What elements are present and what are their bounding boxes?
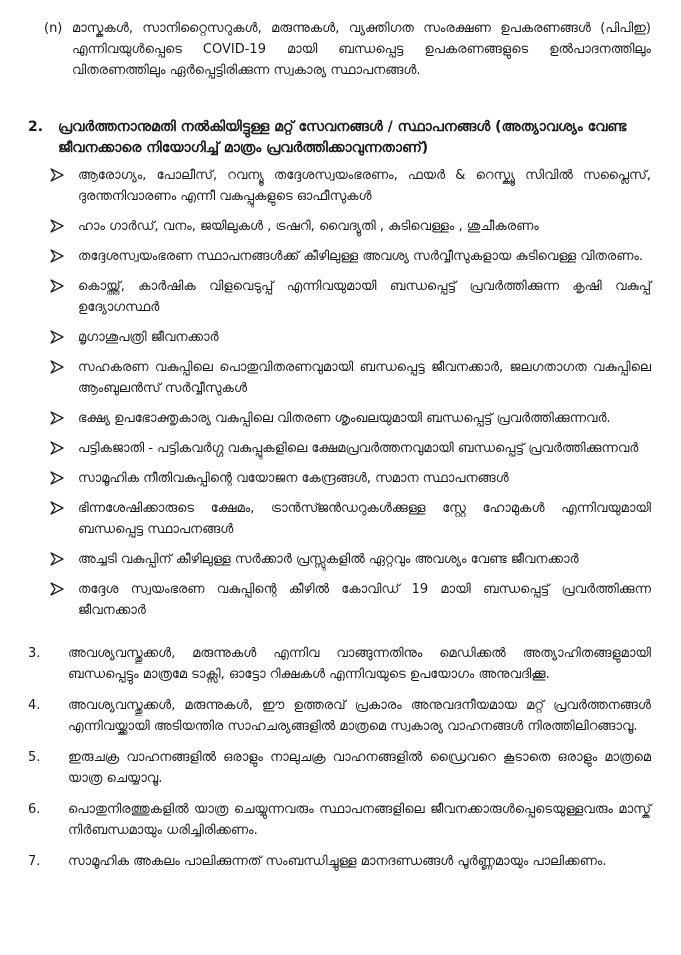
bullet-text: തദ്ദേശസ്വയംഭരണ സ്ഥാപനങ്ങൾക്ക് കീഴിലുള്ള അവശ്യ സർവ്വീസുകളായ കുടിവെള്ള വിതരണം. (78, 249, 644, 264)
bullet-text: അച്ചടി വകുപ്പിന് കീഴിലുള്ള സർക്കാർ പ്രസ്സുകളിൽ ഏറ്റവും അവശ്യം വേണ്ട ജീവനക്കാർ (78, 552, 579, 567)
bullet-item (50, 357, 651, 399)
bullet-item (50, 216, 651, 237)
arrow-bullet-icon (50, 165, 78, 186)
bullet-item (50, 579, 651, 621)
item-text: സാമൂഹിക അകലം പാലിക്കുന്നത് സംബന്ധിച്ചുള്ള മാനദണ്ഡങ്ങൾ പൂർണ്ണമായും പാലിക്കണം. (68, 854, 607, 869)
arrow-bullet-icon (50, 468, 78, 489)
item-number: 5. (28, 750, 41, 765)
bullet-text: തദ്ദേശ സ്വയംഭരണ വകുപ്പിന്റെ കീഴിൽ കോവിഡ് 19 മായി ബന്ധപ്പെട്ട് പ്രവർത്തിക്കുന്ന ജീവനക്കാർ (78, 582, 651, 618)
item-number: 7. (28, 854, 41, 869)
bullet-text: ആരോഗ്യം, പോലീസ്, റവന്യൂ തദ്ദേശസ്വയംഭരണം, ഫയർ & റെസ്ക്യൂ സിവിൽ സപ്ലൈസ്, ദുരന്തനിവാരണം എന്നീ വകുപ്പുകളുടെ ഓഫീസുകൾ (78, 168, 651, 204)
bullet-text: പട്ടികജാതി - പട്ടികവർഗ്ഗ വകുപ്പുകളിലെ ക്ഷേമപ്രവർത്തനവുമായി ബന്ധപ്പെട്ട് പ്രവർത്തിക്കുന്നവർ (78, 441, 639, 456)
arrow-bullet-icon (50, 246, 78, 267)
bullet-text: ഹാം ഗാർഡ്, വനം, ജയിലുകൾ , ട്രഷറി, വൈദ്യുതി , കുടിവെള്ളം , ശുചീകരണം (78, 219, 539, 234)
bullet-item (50, 165, 651, 207)
bullet-item (50, 246, 651, 267)
bullet-text: കൊയ്ത്ത്, കാർഷിക വിളവെടുപ്പ് എന്നിവയുമായി ബന്ധപ്പെട്ട് പ്രവർത്തിക്കുന്ന കൃഷി വകുപ്പ് ഉദ്യോഗസ്ഥർ (78, 279, 651, 315)
bullet-text: ഭക്ഷ്യ ഉപഭോക്തൃകാര്യ വകുപ്പിലെ വിതരണ ശൃംഖലയുമായി ബന്ധപ്പെട്ട് പ്രവർത്തിക്കുന്നവർ. (78, 411, 611, 426)
arrow-bullet-icon (50, 408, 78, 429)
section-title: പ്രവർത്തനാനുമതി നൽകിയിട്ടുള്ള മറ്റ് സേവനങ്ങൾ / സ്ഥാപനങ്ങൾ (അത്യാവശ്യം വേണ്ട ജീവനക്കാരെ നിയോഗിച്ച് മാത്രം പ്രവർത്തിക്കാവുന്നതാണ്) (58, 119, 627, 156)
bullet-item (50, 438, 651, 459)
list-marker: (n) (44, 21, 63, 36)
bullet-item (50, 408, 651, 429)
bullet-text: മൃഗാശുപത്രി ജീവനക്കാർ (78, 330, 219, 345)
item-text: ഇരുചക്ര വാഹനങ്ങളിൽ ഒരാളും നാലുചക്ര വാഹനങ്ങളിൽ ഡ്രൈവറെ കൂടാതെ ഒരാളും മാത്രമെ യാത്ര ചെയ്യാവൂ. (68, 750, 651, 786)
numbered-item (28, 643, 651, 685)
numbered-item (28, 851, 651, 872)
arrow-bullet-icon (50, 549, 78, 570)
item-text: അവശ്യവസ്തുക്കൾ, മരുന്നുകൾ എന്നിവ വാങ്ങുന്നതിനും മെഡിക്കൽ അത്യാഹിതങ്ങളുമായി ബന്ധപ്പെട്ടും മാത്രമേ ടാക്സി, ഓട്ടോ റിക്ഷകൾ എന്നിവയുടെ ഉപയോഗം അനുവദിക്കൂ. (68, 646, 651, 682)
bullet-item (50, 468, 651, 489)
bullet-item (50, 498, 651, 540)
bullet-text: സഹകരണ വകുപ്പിലെ പൊതുവിതരണവുമായി ബന്ധപ്പെട്ട ജീവനക്കാർ, ജലഗതാഗത വകുപ്പിലെ ആംബുലൻസ് സർവ്വീസുകൾ (78, 360, 651, 396)
list-item-n (44, 18, 651, 81)
arrow-bullet-icon (50, 357, 78, 378)
bullet-text: സാമൂഹിക നീതിവകുപ്പിന്റെ വയോജന കേന്ദ്രങ്ങൾ, സമാന സ്ഥാപനങ്ങൾ (78, 471, 509, 486)
section-number: 2. (28, 119, 44, 135)
bullet-item (50, 327, 651, 348)
numbered-item (28, 799, 651, 841)
arrow-bullet-icon (50, 327, 78, 348)
bullet-item (50, 549, 651, 570)
item-number: 3. (28, 646, 41, 661)
section-2-bullet-list (50, 165, 651, 621)
arrow-bullet-icon (50, 498, 78, 519)
list-item-text: മാസ്കുകൾ, സാനിറ്റൈസറുകൾ, മരുന്നുകൾ, വ്യക്തിഗത സംരക്ഷണ ഉപകരണങ്ങൾ (പിപിഇ) എന്നിവയുൾപ്പെടെ COVID-19 മായി ബന്ധപ്പെട്ട ഉപകരണങ്ങളുടെ ഉൽപാദനത്തിലും വിതരണത്തിലും ഏർപ്പെട്ടിരിക്കുന്ന സ്വകാര്യ സ്ഥാപനങ്ങൾ. (72, 21, 651, 78)
bullet-item (50, 276, 651, 318)
arrow-bullet-icon (50, 438, 78, 459)
arrow-bullet-icon (50, 216, 78, 237)
numbered-item (28, 695, 651, 737)
section-2-heading (28, 117, 651, 159)
arrow-bullet-icon (50, 579, 78, 600)
item-number: 6. (28, 802, 41, 817)
item-text: അവശ്യവസ്തുക്കൾ, മരുന്നുകൾ, ഈ ഉത്തരവ് പ്രകാരം അനുവദനീയമായ മറ്റ് പ്രവർത്തനങ്ങൾ എന്നിവയ്ക്കായി അടിയന്തിര സാഹചര്യങ്ങളിൽ മാത്രമെ സ്വകാര്യ വാഹനങ്ങൾ നിരത്തിലിറങ്ങാവൂ. (68, 698, 651, 734)
bullet-text: ഭിന്നശേഷിക്കാരുടെ ക്ഷേമം, ട്രാൻസ്ജൻഡറുകൾക്കുള്ള സ്റ്റേ ഹോമുകൾ എന്നിവയുമായി ബന്ധപ്പെട്ട സ്ഥാപനങ്ങൾ (78, 501, 651, 537)
arrow-bullet-icon (50, 276, 78, 297)
item-number: 4. (28, 698, 41, 713)
item-text: പൊതുനിരത്തുകളിൽ യാത്ര ചെയ്യുന്നവരും സ്ഥാപനങ്ങളിലെ ജീവനക്കാരുൾപ്പെടെയുള്ളവരും മാസ്ക് നിർബന്ധമായും ധരിച്ചിരിക്കണം. (68, 802, 651, 838)
numbered-list (28, 643, 651, 872)
numbered-item (28, 747, 651, 789)
